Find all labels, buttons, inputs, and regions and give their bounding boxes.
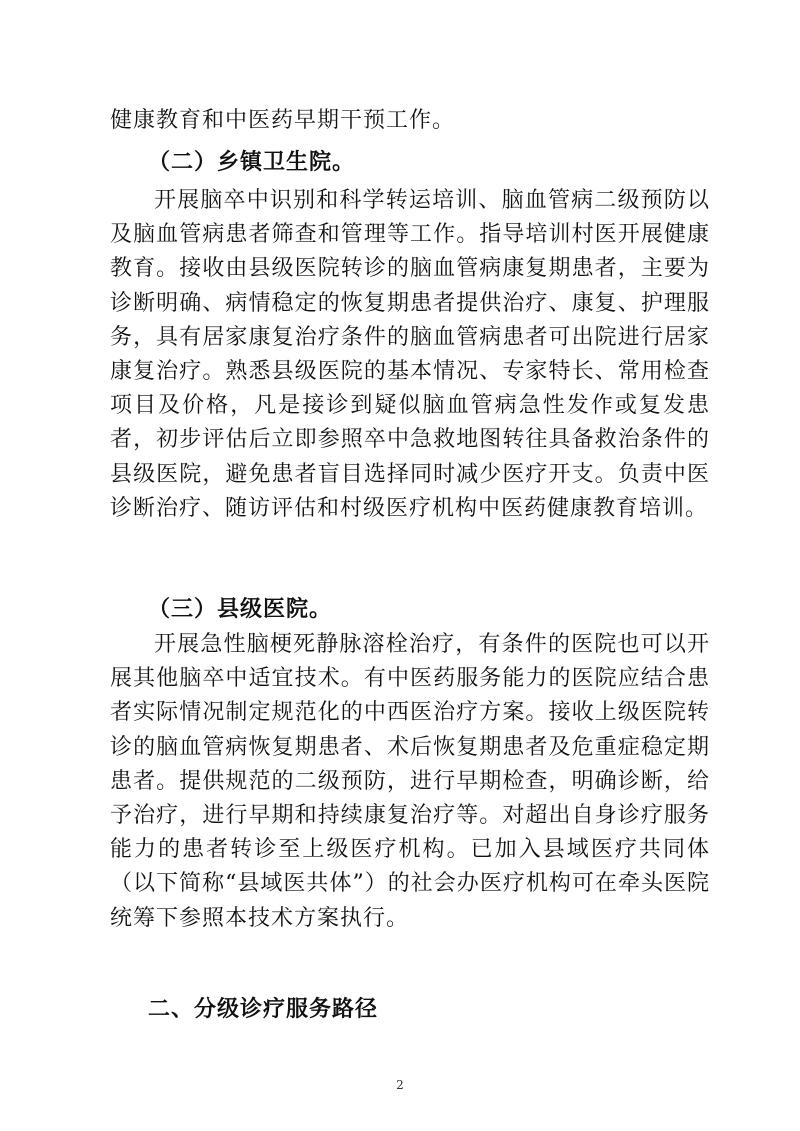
subheading-county-hospital: （三）县级医院。 (148, 596, 333, 622)
page-number: 2 (396, 1078, 404, 1092)
section-heading-service-path: 二、分级诊疗服务路径 (148, 997, 379, 1022)
subheading-township-hospital: （二）乡镇卫生院。 (148, 149, 356, 175)
paragraph-county-hospital-duties: 开展急性脑梗死静脉溶栓治疗，有条件的医院也可以开展其他脑卒中适宜技术。有中医药服务能力的医院应结合患者实际情况制定规范化的中西医治疗方案。接收上级医院转诊的脑血管病恢复期患者、术后恢复期患者及危重症稳定期患者。提供规范的二级预防，进行早期检查，明确诊断，给予治疗，进行早期和持续康复治疗等。对超出自身诊疗服务能力的患者转诊至上级医疗机构。已加入县域医疗共同体（以下简称“县域医共体”）的社会办医疗机构可在牵头医院统筹下参照本技术方案执行。 (110, 632, 710, 931)
paragraph-continuation: 健康教育和中医药早期干预工作。 (110, 108, 456, 133)
paragraph-township-hospital-duties: 开展脑卒中识别和科学转运培训、脑血管病二级预防以及脑血管病患者筛查和管理等工作。指导培训村医开展健康教育。接收由县级医院转诊的脑血管病康复期患者，主要为诊断明确、病情稳定的恢复期患者提供治疗、康复、护理服务，具有居家康复治疗条件的脑血管病患者可出院进行居家康复治疗。熟悉县级医院的基本情况、专家特长、常用检查项目及价格，凡是接诊到疑似脑血管病急性发作或复发患者，初步评估后立即参照卒中急救地图转往具备救治条件的县级医院，避免患者盲目选择同时减少医疗开支。负责中医诊断治疗、随访评估和村级医疗机构中医药健康教育培训。 (110, 188, 710, 521)
